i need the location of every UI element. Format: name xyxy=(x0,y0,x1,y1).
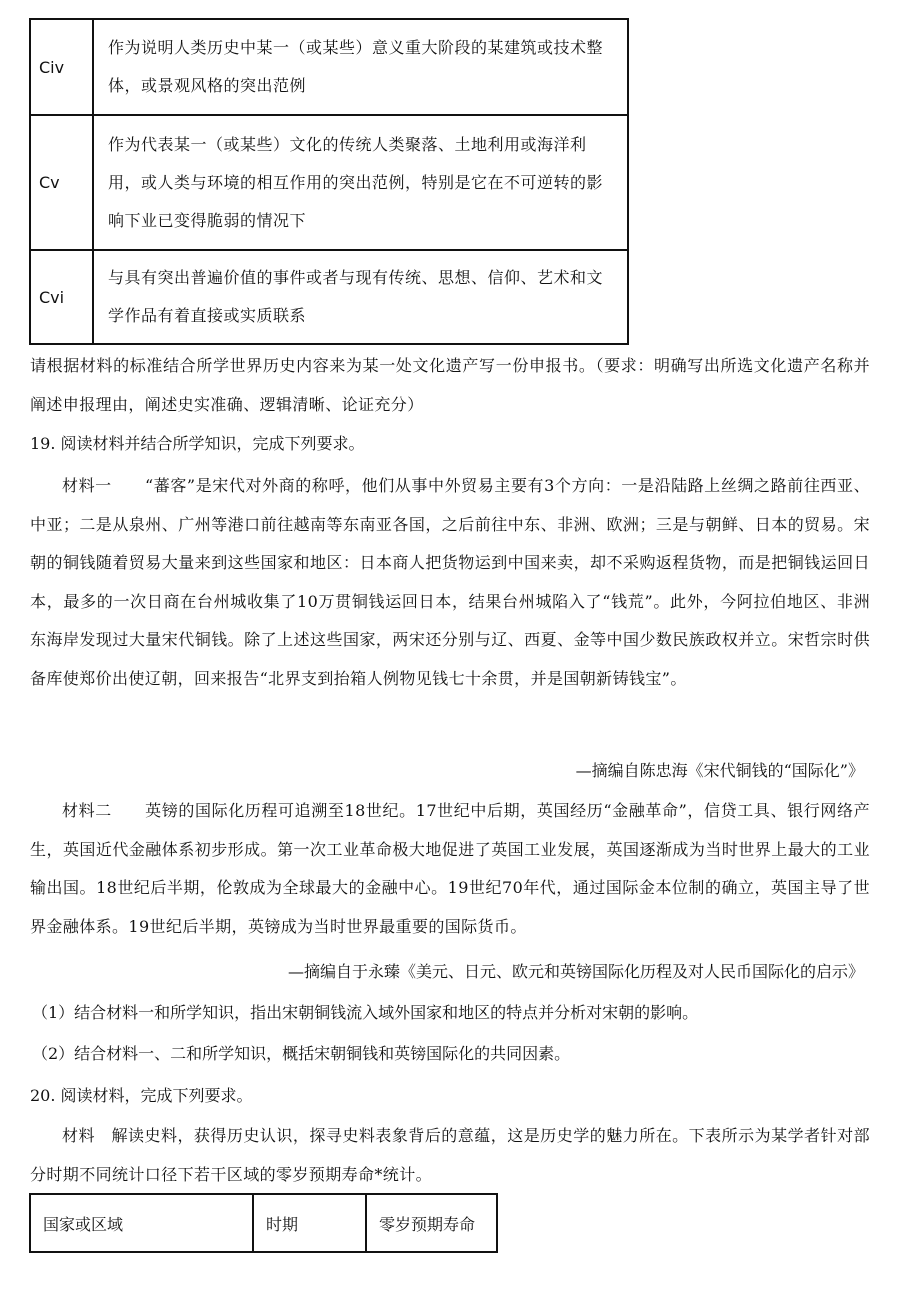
table-header-row xyxy=(30,1194,497,1252)
criteria-row-cvi xyxy=(30,250,628,344)
q19-heading: 19. 阅读材料并结合所学知识，完成下列要求。 xyxy=(30,434,365,453)
life-expectancy-table xyxy=(29,1193,498,1253)
criteria-text: 与具有突出普遍价值的事件或者与现有传统、思想、信仰、艺术和文学作品有着直接或实质联系 xyxy=(93,250,628,344)
criteria-code: Civ xyxy=(30,19,93,115)
criteria-table xyxy=(29,18,629,345)
q19-source-1: —摘编自陈忠海《宋代铜钱的“国际化”》 xyxy=(575,761,864,780)
q19-subquestion-2: （2）结合材料一、二和所学知识，概括宋朝铜钱和英镑国际化的共同因素。 xyxy=(32,1044,571,1063)
q18-instruction: 请根据材料的标准结合所学世界历史内容来为某一处文化遗产写一份申报书。（要求：明确写出所选文化遗产名称并阐述申报理由，阐述史实准确、逻辑清晰、论证充分） xyxy=(30,356,870,414)
q19-material-2: 材料二 英镑的国际化历程可追溯至18世纪。17世纪中后期，英国经历“金融革命”，信贷工具、银行网络产生，英国近代金融体系初步形成。第一次工业革命极大地促进了英国工业发展，英国逐渐成为当时世界上最大的工业输出国。18世纪后半期，伦敦成为全球最大的金融中心。19世纪70年代，通过国际金本位制的确立，英国主导了世界金融体系。19世纪后半期，英镑成为当时世界最重要的国际货币。 xyxy=(30,801,870,936)
q19-subquestion-1: （1）结合材料一和所学知识，指出宋朝铜钱流入域外国家和地区的特点并分析对宋朝的影响。 xyxy=(32,1003,699,1022)
table-header-period: 时期 xyxy=(253,1194,366,1252)
q19-source-2: —摘编自于永臻《美元、日元、欧元和英镑国际化历程及对人民币国际化的启示》 xyxy=(287,962,864,981)
criteria-code: Cv xyxy=(30,115,93,250)
criteria-row-civ xyxy=(30,19,628,115)
table-header-region: 国家或区域 xyxy=(30,1194,253,1252)
table-header-life-expectancy: 零岁预期寿命 xyxy=(366,1194,497,1252)
q20-heading: 20. 阅读材料，完成下列要求。 xyxy=(30,1086,253,1105)
criteria-code: Cvi xyxy=(30,250,93,344)
q20-material: 材料 解读史料，获得历史认识，探寻史料表象背后的意蕴，这是历史学的魅力所在。下表所示为某学者针对部分时期不同统计口径下若干区域的零岁预期寿命*统计。 xyxy=(30,1126,870,1184)
criteria-row-cv xyxy=(30,115,628,250)
criteria-text: 作为代表某一（或某些）文化的传统人类聚落、土地利用或海洋利用，或人类与环境的相互作用的突出范例，特别是它在不可逆转的影响下业已变得脆弱的情况下 xyxy=(93,115,628,250)
q19-material-1: 材料一 “蕃客”是宋代对外商的称呼，他们从事中外贸易主要有3个方向：一是沿陆路上丝绸之路前往西亚、中亚；二是从泉州、广州等港口前往越南等东南亚各国，之后前往中东、非洲、欧洲；三是与朝鲜、日本的贸易。宋朝的铜钱随着贸易大量来到这些国家和地区：日本商人把货物运到中国来卖，却不采购返程货物，而是把铜钱运回日本，最多的一次日商在台州城收集了10万贯铜钱运回日本，结果台州城陷入了“钱荒”。此外，今阿拉伯地区、非洲东海岸发现过大量宋代铜钱。除了上述这些国家，两宋还分别与辽、西夏、金等中国少数民族政权并立。宋哲宗时供备库使郑价出使辽朝，回来报告“北界支到抬箱人例物见钱七十余贯，并是国朝新铸钱宝”。 xyxy=(30,476,870,688)
criteria-text: 作为说明人类历史中某一（或某些）意义重大阶段的某建筑或技术整体，或景观风格的突出范例 xyxy=(93,19,628,115)
